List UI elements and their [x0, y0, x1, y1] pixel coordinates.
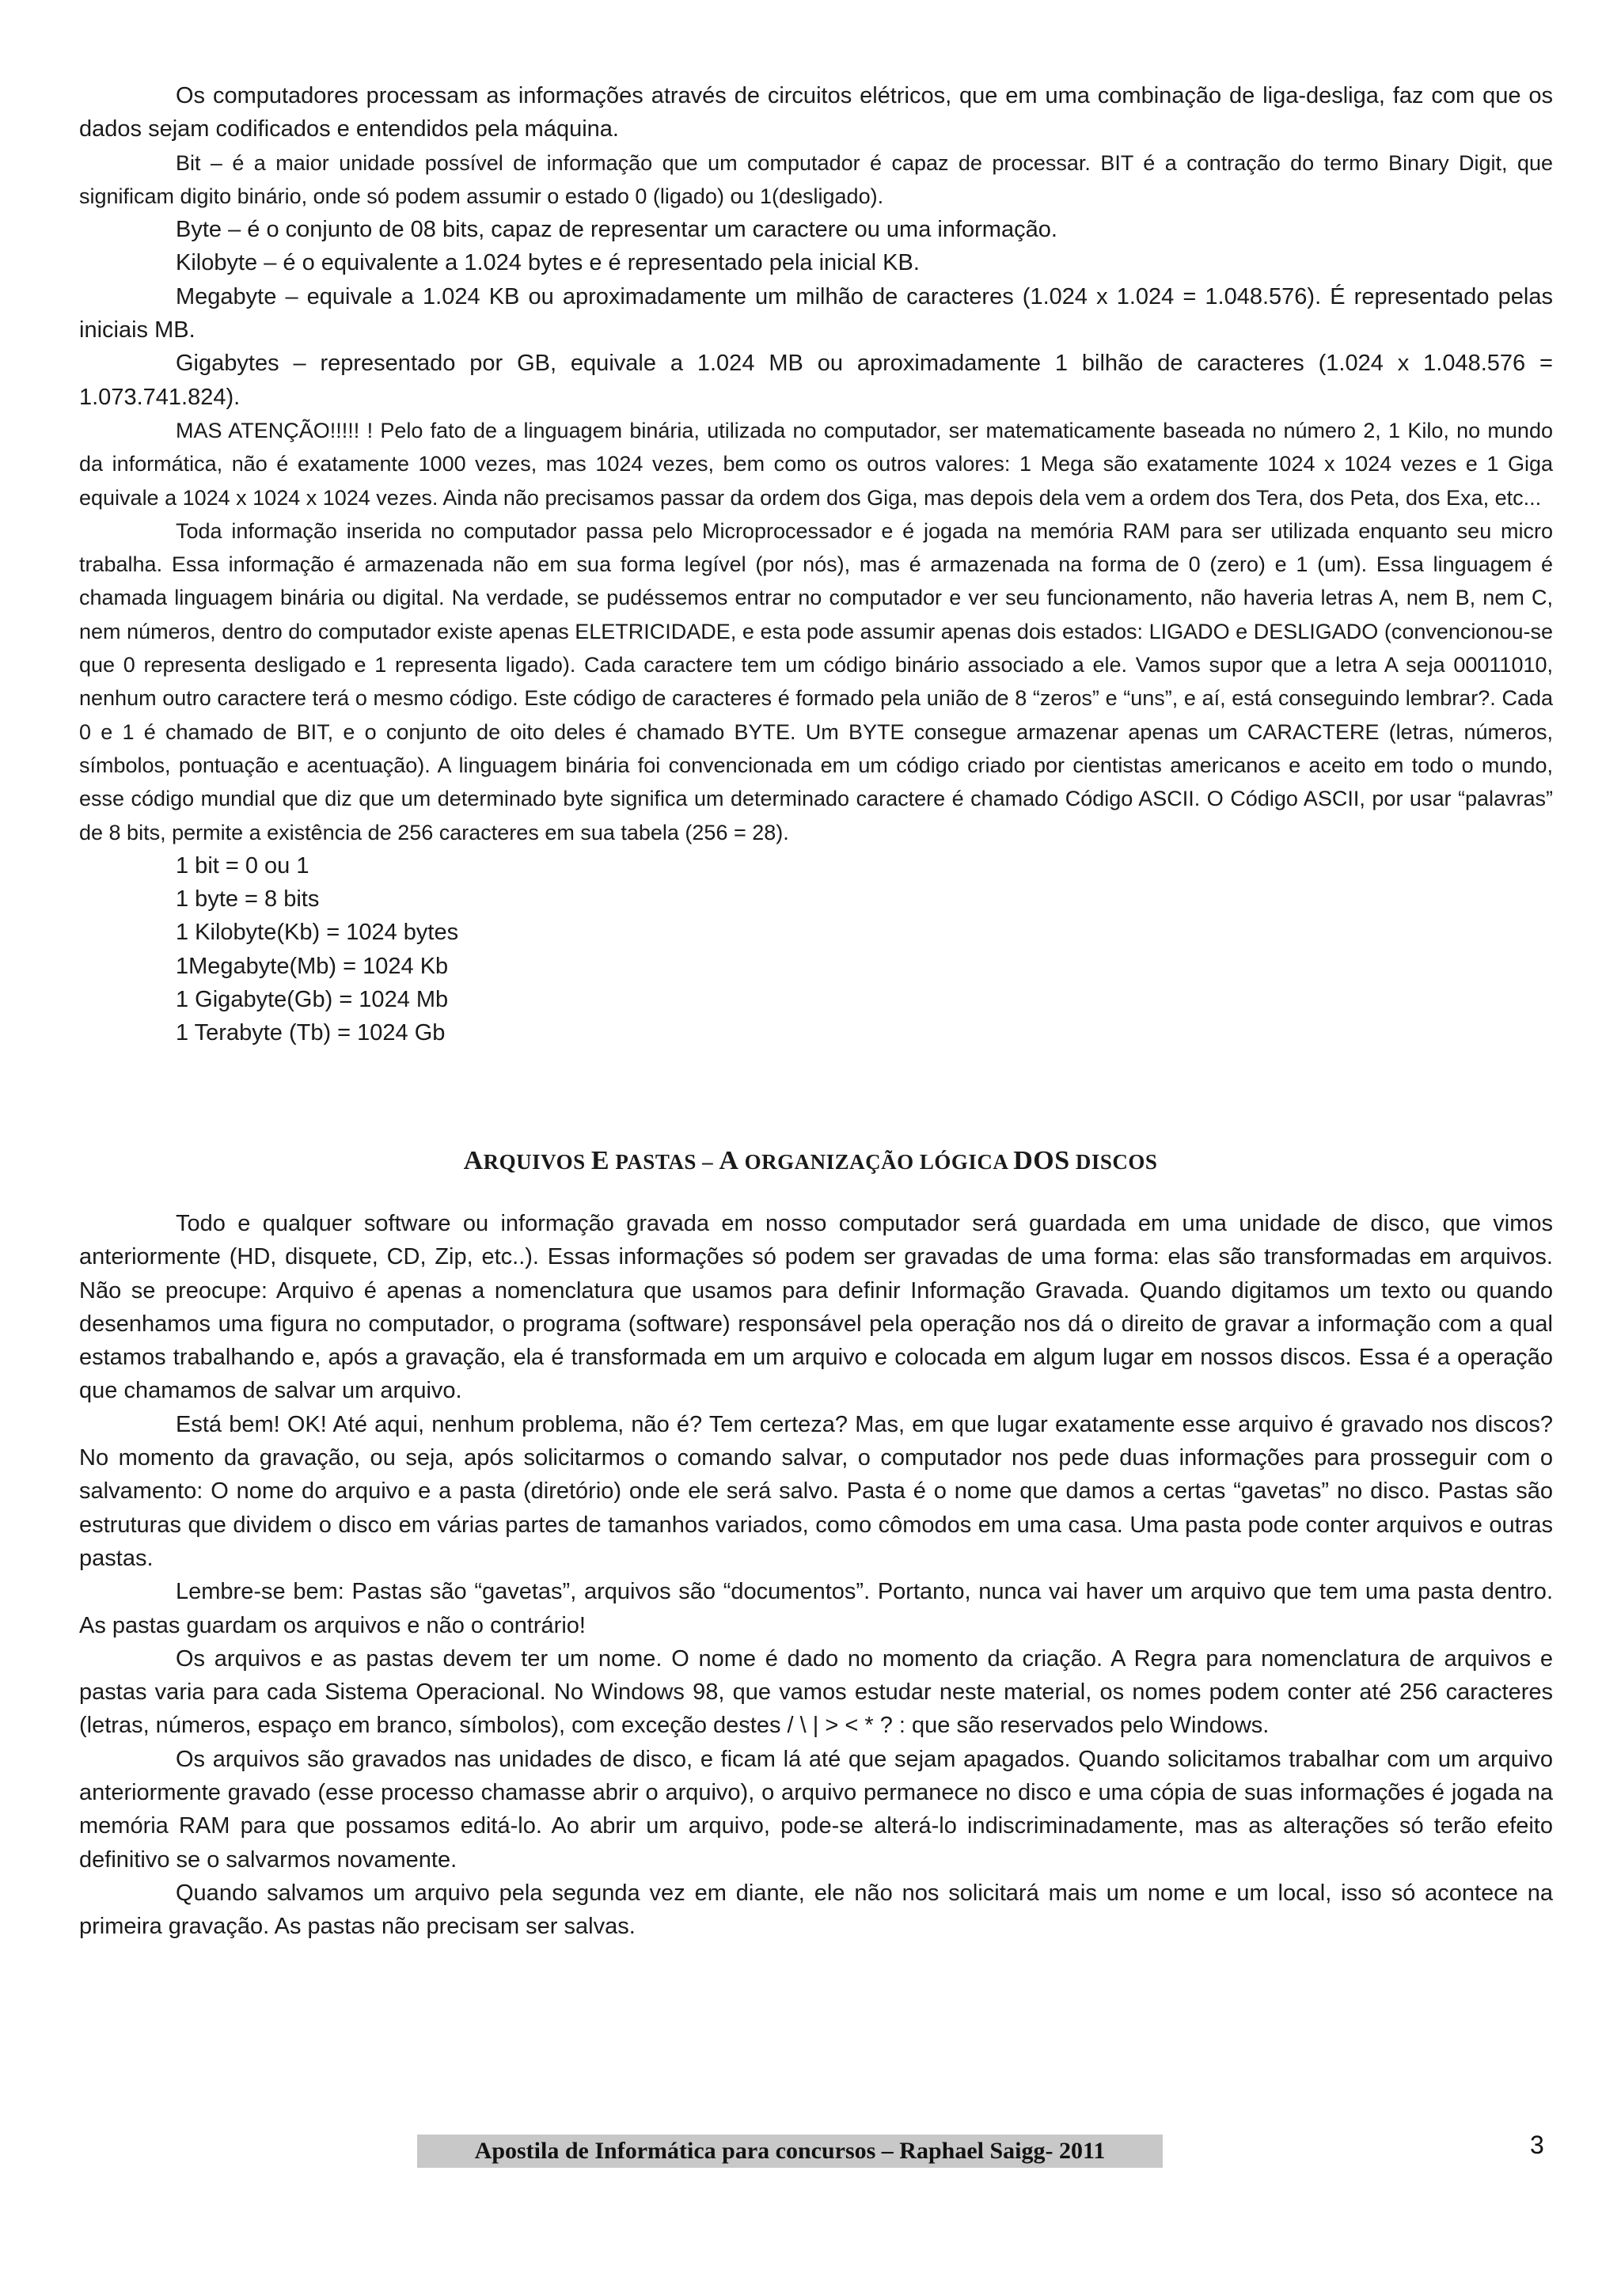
paragraph-binary: Toda informação inserida no computador passa pelo Microprocessador e é jogada na memória RAM para ser utilizada enquanto seu micro trabalha. Essa informação é armazenada não em sua forma legível (por nós), mas é armazenada na forma de 0 (zero) e 1 (um). Essa linguagem é chamada linguagem binária ou digital. Na verdade, se pudéssemos entrar no computador e ver seu funcionamento, não haveria letras A, nem B, nem C, nem números, dentro do computador existe apenas ELETRICIDADE, e esta pode assumir apenas dois estados: LIGADO e DESLIGADO (convencionou-se que 0 representa desligado e 1 representa ligado). Cada caractere tem um código binário associado a ele. Vamos supor que a letra A seja 00011010, nenhum outro caractere terá o mesmo código. Este código de caracteres é formado pela união de 8 “zeros” e “uns”, e aí, está conseguindo lembrar?. Cada 0 e 1 é chamado de BIT, e o conjunto de oito deles é chamado BYTE. Um BYTE consegue armazenar apenas um CARACTERE (letras, números, símbolos, pontuação e acentuação). A linguagem binária foi convencionada em um código criado por cientistas americanos e aceito em todo o mundo, esse código mundial que diz que um determinado byte significa um determinado caractere é chamado Código ASCII. O Código ASCII, por usar “palavras” de 8 bits, permite a existência de 256 caracteres em sua tabela (256 = 28). [79, 518, 1553, 844]
paragraph-saving: Os arquivos são gravados nas unidades de disco, e ficam lá até que sejam apagados. Quando solicitamos trabalhar com um arquivo anteriormente gravado (esse processo chamasse abrir o arquivo), o arquivo permanece no disco e uma cópia de suas informações é jogada na memória RAM para que possamos editá-lo. Ao abrir um arquivo, pode-se alterá-lo indiscriminadamente, mas as alterações só terão efeito definitivo se o salvarmos novamente. [79, 1746, 1553, 1873]
paragraph-folders: Está bem! OK! Até aqui, nenhum problema, não é? Tem certeza? Mas, em que lugar exatamente esse arquivo é gravado nos discos? No momento da gravação, ou seja, após solicitarmos o comando salvar, o computador nos pede duas informações para prosseguir com o salvamento: O nome do arquivo e a pasta (diretório) onde ele será salvo. Pasta é o nome que damos a certas “gavetas” no disco. Pastas são estruturas que dividem o disco em várias partes de tamanhos variados, como cômodos em uma casa. Uma pasta pode conter arquivos e outras pastas. [79, 1411, 1553, 1571]
paragraph-naming: Os arquivos e as pastas devem ter um nome. O nome é dado no momento da criação. A Regra para nomenclatura de arquivos e pastas varia para cada Sistema Operacional. No Windows 98, que vamos estudar neste material, os nomes podem conter até 256 caracteres (letras, números, espaço em branco, símbolos), com exceção destes / \ | > < * ? : que são reservados pelo Windows. [79, 1645, 1553, 1739]
paragraph-intro: Os computadores processam as informações através de circuitos elétricos, que em uma combinação de liga-desliga, faz com que os dados sejam codificados e entendidos pela máquina. [79, 83, 1553, 142]
list-item: 1 Terabyte (Tb) = 1024 Gb [176, 1020, 446, 1046]
paragraph-attention: MAS ATENÇÃO!!!!! ! Pelo fato de a linguagem binária, utilizada no computador, ser matematicamente baseada no número 2, 1 Kilo, no mundo da informática, não é exatamente 1000 vezes, mas 1024 vezes, bem como os outros valores: 1 Mega são exatamente 1024 x 1024 vezes e 1 Giga equivale a 1024 x 1024 x 1024 vezes. Ainda não precisamos passar da ordem dos Giga, mas depois dela vem a ordem dos Tera, dos Peta, dos Exa, etc... [79, 418, 1553, 510]
list-item: 1 byte = 8 bits [176, 886, 320, 913]
units-list [79, 849, 1553, 1050]
list-item: 1 Gigabyte(Gb) = 1024 Mb [176, 987, 449, 1013]
section-heading: ARQUIVOS E PASTAS – A ORGANIZAÇÃO LÓGICA DOS DISCOS [463, 1146, 1158, 1175]
paragraph-kilobyte: Kilobyte – é o equivalente a 1.024 bytes e é representado pela inicial KB. [176, 250, 920, 276]
paragraph-byte: Byte – é o conjunto de 08 bits, capaz de representar um caractere ou uma informação. [176, 217, 1057, 243]
paragraph-files-intro: Todo e qualquer software ou informação gravada em nosso computador será guardada em uma unidade de disco, que vimos anteriormente (HD, disquete, CD, Zip, etc..). Essas informações só podem ser gravadas de uma forma: elas são transformadas em arquivos. Não se preocupe: Arquivo é apenas a nomenclatura que usamos para definir Informação Gravada. Quando digitamos um texto ou quando desenhamos uma figura no computador, o programa (software) responsável pela operação nos dá o direito de gravar a informação com a qual estamos trabalhando e, após a gravação, ela é transformada em um arquivo e colocada em algum lugar em nossos discos. Essa é a operação que chamamos de salvar um arquivo. [79, 1211, 1553, 1404]
footer-banner: Apostila de Informática para concursos – Raphael Saigg- 2011 [417, 2135, 1163, 2168]
bottom-section [79, 1207, 1553, 1944]
paragraph-bit: Bit – é a maior unidade possível de informação que um computador é capaz de processar. BIT é a contração do termo Binary Digit, que significam digito binário, onde só podem assumir o estado 0 (ligado) ou 1(desligado). [79, 150, 1553, 208]
list-item: 1 Kilobyte(Kb) = 1024 bytes [176, 920, 459, 946]
top-section [79, 79, 1553, 1050]
paragraph-megabyte: Megabyte – equivale a 1.024 KB ou aproximadamente um milhão de caracteres (1.024 x 1.024 = 1.048.576). É representado pelas iniciais MB. [79, 283, 1553, 343]
paragraph-save-again: Quando salvamos um arquivo pela segunda vez em diante, ele não nos solicitará mais um nome e um local, isso só acontece na primeira gravação. As pastas não precisam ser salvas. [79, 1880, 1553, 1940]
paragraph-remember: Lembre-se bem: Pastas são “gavetas”, arquivos são “documentos”. Portanto, nunca vai haver um arquivo que tem uma pasta dentro. As pastas guardam os arquivos e não o contrário! [79, 1579, 1553, 1638]
page-number: 3 [1530, 2131, 1544, 2159]
list-item: 1 bit = 0 ou 1 [176, 852, 309, 879]
paragraph-gigabytes: Gigabytes – representado por GB, equivale a 1.024 MB ou aproximadamente 1 bilhão de caracteres (1.024 x 1.048.576 = 1.073.741.824). [79, 351, 1553, 410]
list-item: 1Megabyte(Mb) = 1024 Kb [176, 953, 449, 979]
